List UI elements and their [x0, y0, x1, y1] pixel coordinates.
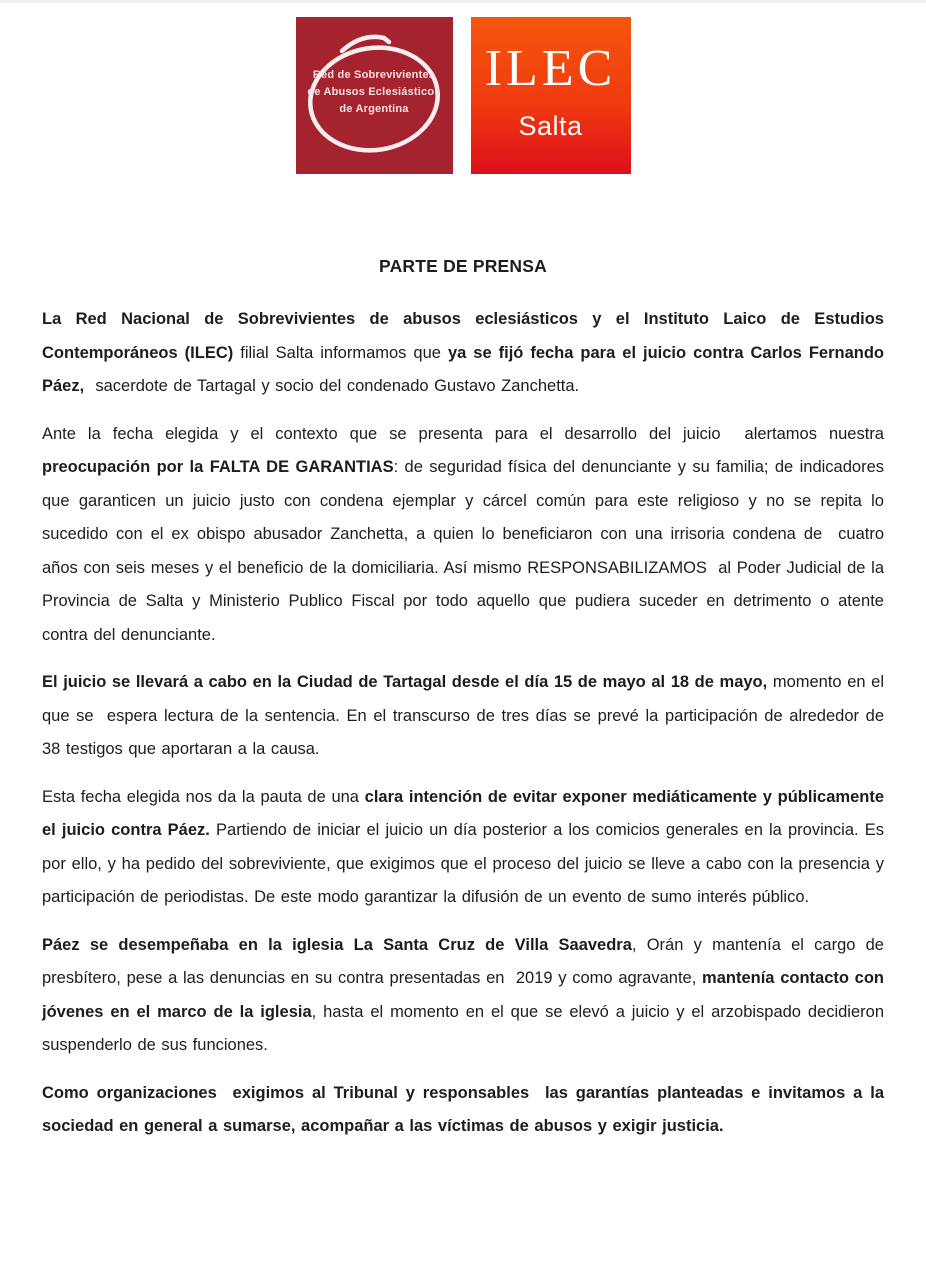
- text-run: Como organizaciones exigimos al Tribunal y responsables las garantías planteadas e invitamos a la sociedad en general a sumarse, acompañar a las víctimas de abusos y exigir justicia.: [42, 1083, 884, 1135]
- logo-left-caption-line: de Abusos Eclesiásticos: [307, 86, 441, 98]
- logo-left-caption-line: Red de Sobrevivientes: [312, 69, 436, 81]
- logo-left-caption: [296, 67, 453, 118]
- paragraph: [42, 1077, 884, 1144]
- text-run: filial Salta informamos que: [233, 343, 448, 362]
- text-run: Partiendo de iniciar el juicio un día posterior a los comicios generales en la provincia. Es por ello, y ha pedido del sobreviviente, que exigimos que el proceso del juicio se lleve a cabo con la presencia y participación de periodistas. De este modo garantizar la difusión de un evento de sumo interés público.: [42, 821, 884, 906]
- paragraph: [42, 666, 884, 767]
- text-run: Esta fecha elegida nos da la pauta de una: [42, 787, 365, 806]
- text-run: momento en el que se espera lectura de la sentencia. En el transcurso de tres días se prevé la participación de alrededor de 38 testigos que aportaran a la causa.: [42, 673, 884, 758]
- text-run: La Red Nacional de Sobrevivientes de abusos eclesiásticos y el Instituto Laico de Estudios Contemporáneos (ILEC): [42, 310, 884, 362]
- ilec-salta-logo: [471, 17, 631, 174]
- paragraph: [42, 929, 884, 1063]
- text-run: clara intención de evitar exponer mediáticamente y públicamente el juicio contra Páez.: [42, 787, 884, 839]
- text-run: Ante la fecha elegida y el contexto que se presenta para el desarrollo del juicio alertamos nuestra: [42, 424, 884, 443]
- text-run: El juicio se llevará a cabo en la Ciudad de Tartagal desde el día 15 de mayo al 18 de mayo,: [42, 673, 768, 691]
- text-run: : de seguridad física del denunciante y su familia; de indicadores que garanticen un juicio justo con condena ejemplar y cárcel común para este religioso y no se repita lo sucedido con el ex obispo abusador Zanchetta, a quien lo beneficiaron con una irrisoria condena de cuatro años con seis meses y el beneficio de la domiciliaria. Así mismo RESPONSABILIZAMOS al Poder Judicial de la Provincia de Salta y Ministerio Publico Fiscal por todo aquello que pudiera suceder en detrimento o atente contra del denunciante.: [42, 458, 884, 644]
- text-run: mantenía contacto con jóvenes en el marco de la iglesia: [42, 969, 884, 1021]
- document-body: [42, 303, 884, 1144]
- press-release: [0, 256, 926, 1144]
- text-run: preocupación por la FALTA DE GARANTIAS: [42, 458, 394, 476]
- paragraph: [42, 781, 884, 915]
- logo-left-caption-line: de Argentina: [339, 103, 409, 115]
- page-top-divider: [0, 0, 926, 3]
- ilec-acronym: ILEC: [484, 40, 617, 97]
- text-run: Páez se desempeñaba en la iglesia La Santa Cruz de Villa Saavedra: [42, 935, 632, 954]
- text-run: sacerdote de Tartagal y socio del condenado Gustavo Zanchetta.: [84, 377, 580, 395]
- page-title: PARTE DE PRENSA: [379, 256, 547, 276]
- paragraph: [42, 418, 884, 653]
- text-run: , Orán y mantenía el cargo de presbítero, pese a las denuncias en su contra presentadas en 2019 y como agravante,: [42, 935, 884, 987]
- red-sobrevivientes-logo: [296, 17, 453, 174]
- paragraph: [42, 303, 884, 404]
- text-run: , hasta el momento en el que se elevó a juicio y el arzobispado decidieron suspenderlo de sus funciones.: [42, 1002, 884, 1054]
- ilec-region: Salta: [518, 111, 583, 141]
- header-logos: [0, 17, 926, 174]
- text-run: ya se fijó fecha para el juicio contra Carlos Fernando Páez,: [42, 343, 884, 395]
